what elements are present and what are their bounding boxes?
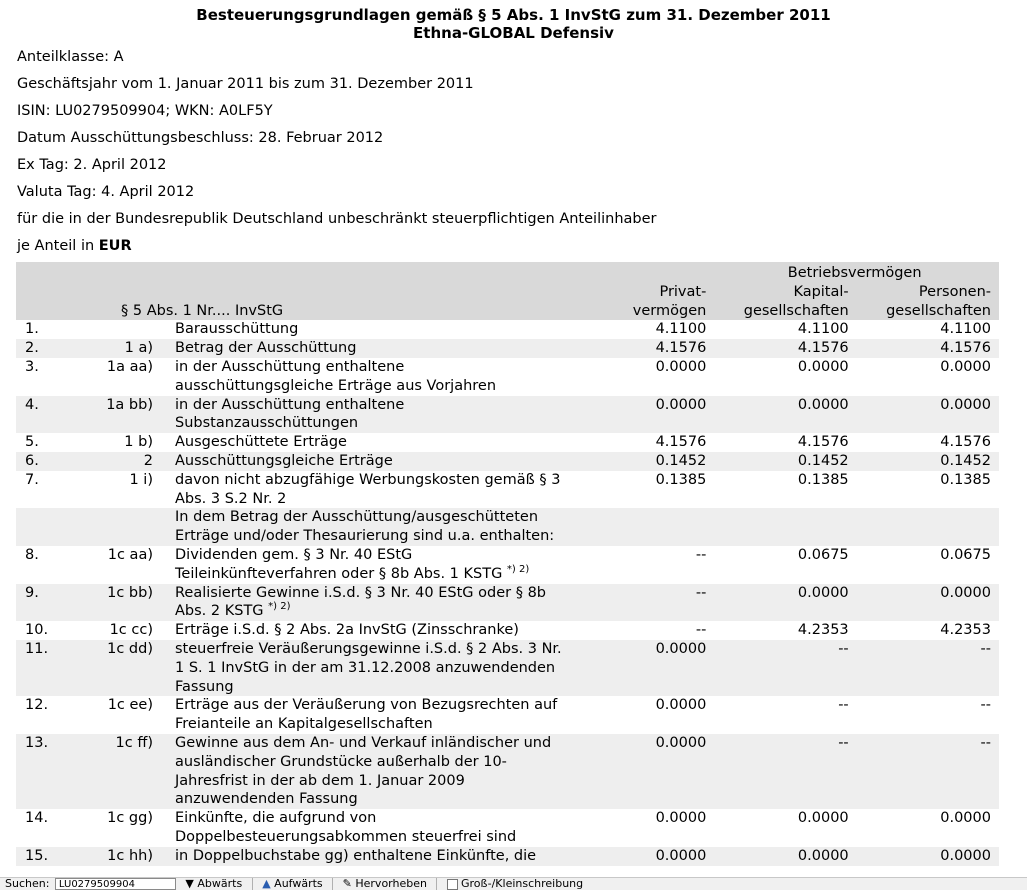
row-number: 4.	[16, 396, 73, 434]
title-line-2: Ethna-GLOBAL Defensiv	[413, 24, 614, 42]
value-kapitalgesellschaften: --	[714, 640, 856, 696]
value-personengesellschaften	[857, 508, 999, 546]
value-privatvermoegen: 4.1576	[572, 339, 714, 358]
value-personengesellschaften: 0.0000	[857, 847, 999, 866]
row-description: in der Ausschüttung enthaltene Substanzausschüttungen	[161, 396, 572, 434]
value-personengesellschaften: --	[857, 640, 999, 696]
fiscal-year: Geschäftsjahr vom 1. Januar 2011 bis zum 31. Dezember 2011	[17, 76, 474, 92]
value-privatvermoegen: --	[695, 546, 707, 563]
row-number: 8.	[25, 546, 39, 563]
value-privatvermoegen: --	[695, 622, 707, 639]
value-personengesellschaften: 4.1576	[940, 434, 991, 451]
table-row	[16, 508, 999, 546]
value-privatvermoegen	[572, 508, 714, 546]
value-personengesellschaften: 0.0675	[940, 546, 991, 563]
value-personengesellschaften: --	[980, 697, 991, 714]
value-kapitalgesellschaften: 4.2353	[797, 622, 849, 639]
table-row	[16, 734, 999, 809]
value-personengesellschaften: 4.1100	[940, 321, 991, 338]
value-privatvermoegen: 4.1100	[655, 321, 707, 338]
table-row	[16, 471, 999, 509]
value-personengesellschaften: 4.1576	[857, 339, 999, 358]
row-number: 3.	[25, 358, 39, 375]
row-description: Erträge aus der Veräußerung von Bezugsrechten auf Freianteile an Kapitalgesellschaften	[175, 697, 558, 733]
value-privatvermoegen: 0.0000	[572, 734, 714, 809]
row-description: Erträge i.S.d. § 2 Abs. 2a InvStG (Zinsschranke)	[175, 622, 519, 639]
find-previous-button[interactable]: ▲ Aufwärts	[262, 877, 323, 890]
value-kapitalgesellschaften: --	[838, 697, 849, 714]
row-reference	[73, 320, 161, 339]
row-description: in der Ausschüttung enthaltene ausschüttungsgleiche Erträge aus Vorjahren	[175, 358, 497, 394]
row-number: 15.	[16, 847, 73, 866]
value-kapitalgesellschaften: 0.1452	[714, 452, 856, 471]
footnote-marker: *) 2)	[506, 563, 530, 575]
arrow-down-icon: ▼	[185, 877, 194, 890]
match-case-checkbox[interactable]: Groß-/Kleinschreibung	[447, 878, 583, 890]
row-description: davon nicht abzugfähige Werbungskosten gemäß § 3 Abs. 3 S.2 Nr. 2	[175, 471, 561, 507]
row-reference: 1c hh)	[73, 847, 161, 866]
table-header-row-2	[16, 283, 999, 321]
value-kapitalgesellschaften: 0.0000	[714, 847, 856, 866]
row-reference: 1 b)	[124, 434, 153, 451]
row-number: 1.	[25, 321, 39, 338]
isin-wkn: ISIN: LU0279509904; WKN: A0LF5Y	[17, 103, 273, 119]
row-number: 6.	[16, 452, 73, 471]
row-description: Barausschüttung	[175, 321, 299, 338]
row-reference: 1 a)	[73, 339, 161, 358]
per-share-label: je Anteil in	[17, 238, 99, 254]
tax-basis-table	[16, 262, 999, 866]
value-kapitalgesellschaften: 4.1576	[714, 339, 856, 358]
table-row	[16, 809, 999, 847]
table-row	[16, 358, 999, 396]
value-privatvermoegen: 0.1385	[655, 471, 707, 488]
highlight-button[interactable]: ✎ Hervorheben	[342, 877, 427, 890]
table-row	[16, 433, 999, 452]
shareholder-note: für die in der Bundesrepublik Deutschland unbeschränkt steuerpflichtigen Anteilinhaber	[17, 211, 657, 227]
value-privatvermoegen: 0.0000	[655, 697, 707, 714]
value-privatvermoegen: 0.0000	[572, 640, 714, 696]
value-personengesellschaften: --	[857, 734, 999, 809]
value-personengesellschaften: 0.0000	[940, 810, 991, 827]
checkbox-icon	[447, 879, 458, 890]
row-number: 12.	[25, 697, 49, 714]
table-row	[16, 640, 999, 696]
row-description: Betrag der Ausschüttung	[161, 339, 572, 358]
find-label: Suchen:	[5, 877, 50, 890]
arrow-up-icon: ▲	[262, 877, 271, 890]
table-row	[16, 452, 999, 471]
document-title	[0, 0, 1027, 42]
value-kapitalgesellschaften: 0.0000	[714, 396, 856, 434]
header-kapitalgesellschaften: Kapital- gesellschaften	[714, 283, 856, 321]
value-kapitalgesellschaften: 0.1385	[797, 471, 849, 488]
value-privatvermoegen: 0.1452	[572, 452, 714, 471]
value-privatvermoegen: 0.0000	[572, 396, 714, 434]
row-reference: 1a bb)	[73, 396, 161, 434]
row-reference: 1c ee)	[107, 697, 153, 714]
value-personengesellschaften: 0.0000	[857, 584, 999, 622]
value-personengesellschaften: 0.0000	[857, 396, 999, 434]
find-bar	[0, 877, 1027, 890]
find-next-button[interactable]: ▼ Abwärts	[185, 877, 243, 890]
table-row	[16, 847, 999, 866]
value-personengesellschaften: 0.0000	[940, 358, 991, 375]
row-description: In dem Betrag der Ausschüttung/ausgeschütteten Erträge und/oder Thesaurierung sind u.a. enthalten:	[161, 508, 572, 546]
row-number: 14.	[25, 810, 49, 827]
table-row	[16, 584, 999, 622]
value-privatvermoegen: 0.0000	[655, 358, 707, 375]
table-row	[16, 320, 999, 339]
row-description: Realisierte Gewinne i.S.d. § 3 Nr. 40 EStG oder § 8b Abs. 2 KSTG $^{*) 2)}$	[161, 584, 572, 622]
fund-info	[17, 44, 656, 260]
row-reference: 1c bb)	[73, 584, 161, 622]
row-number: 10.	[25, 622, 49, 639]
row-reference: 1c aa)	[107, 546, 153, 563]
value-kapitalgesellschaften: 0.0000	[714, 584, 856, 622]
row-reference: 1c ff)	[73, 734, 161, 809]
table-row	[16, 696, 999, 734]
table-row	[16, 396, 999, 434]
per-share-currency	[17, 233, 656, 260]
row-reference: 1 i)	[129, 471, 153, 488]
row-reference: 1c gg)	[107, 810, 153, 827]
row-description: Ausgeschüttete Erträge	[175, 434, 347, 451]
find-input[interactable]: LU0279509904	[55, 878, 176, 890]
row-description: Dividenden gem. § 3 Nr. 40 EStG Teileinkünfteverfahren oder § 8b Abs. 1 KSTG $^{*) 2)}$	[175, 546, 530, 582]
value-kapitalgesellschaften: 0.0000	[797, 810, 849, 827]
value-date: Valuta Tag: 4. April 2012	[17, 184, 195, 200]
row-number: 7.	[25, 471, 39, 488]
row-number: 11.	[16, 640, 73, 696]
row-number	[16, 508, 73, 546]
table-row	[16, 546, 999, 584]
value-privatvermoegen: 4.1576	[655, 434, 707, 451]
footnote-marker: *) 2)	[268, 601, 291, 613]
value-kapitalgesellschaften	[714, 508, 856, 546]
value-privatvermoegen: --	[572, 584, 714, 622]
share-class: Anteilklasse: A	[17, 49, 124, 65]
row-reference: 2	[73, 452, 161, 471]
value-kapitalgesellschaften: 4.1100	[797, 321, 849, 338]
row-reference	[73, 508, 161, 546]
row-description: Gewinne aus dem An- und Verkauf inländischer und ausländischer Grundstücke außerhalb der 10-Jahresfrist in der ab dem 1. Januar 2009 anzuwendenden Fassung	[161, 734, 572, 809]
header-betriebsvermoegen: Betriebsvermögen	[714, 262, 999, 283]
table-row	[16, 339, 999, 358]
row-number: 9.	[16, 584, 73, 622]
row-reference: 1c dd)	[73, 640, 161, 696]
currency-label: EUR	[98, 238, 132, 254]
row-reference: 1a aa)	[106, 358, 153, 375]
ex-date: Ex Tag: 2. April 2012	[17, 157, 167, 173]
row-description: steuerfreie Veräußerungsgewinne i.S.d. § 2 Abs. 3 Nr. 1 S. 1 InvStG in der am 31.12.2008 anzuwendenden Fassung	[161, 640, 572, 696]
title-line-1: Besteuerungsgrundlagen gemäß § 5 Abs. 1 InvStG zum 31. Dezember 2011	[196, 6, 831, 24]
value-kapitalgesellschaften: --	[714, 734, 856, 809]
value-personengesellschaften: 4.2353	[940, 622, 991, 639]
table-body	[16, 320, 999, 865]
row-number: 13.	[16, 734, 73, 809]
table-header-row-1	[16, 262, 999, 283]
row-description: Ausschüttungsgleiche Erträge	[161, 452, 572, 471]
value-kapitalgesellschaften: 0.0000	[797, 358, 849, 375]
header-privatvermoegen: Privat- vermögen	[572, 283, 714, 321]
header-personengesellschaften: Personen- gesellschaften	[857, 283, 999, 321]
value-kapitalgesellschaften: 4.1576	[797, 434, 849, 451]
value-privatvermoegen: 0.0000	[572, 847, 714, 866]
table-row	[16, 621, 999, 640]
pencil-icon: ✎	[342, 877, 352, 890]
row-description: Einkünfte, die aufgrund von Doppelbesteuerungsabkommen steuerfrei sind	[175, 810, 517, 845]
value-personengesellschaften: 0.1452	[857, 452, 999, 471]
distribution-resolution-date: Datum Ausschüttungsbeschluss: 28. Februar 2012	[17, 130, 384, 146]
value-privatvermoegen: 0.0000	[655, 810, 707, 827]
header-section: § 5 Abs. 1 Nr.... InvStG	[73, 283, 572, 321]
value-personengesellschaften: 0.1385	[940, 471, 991, 488]
value-kapitalgesellschaften: 0.0675	[797, 546, 849, 563]
row-number: 2.	[16, 339, 73, 358]
row-number: 5.	[25, 434, 39, 451]
row-reference: 1c cc)	[109, 622, 153, 639]
row-description: in Doppelbuchstabe gg) enthaltene Einkünfte, die	[161, 847, 572, 866]
